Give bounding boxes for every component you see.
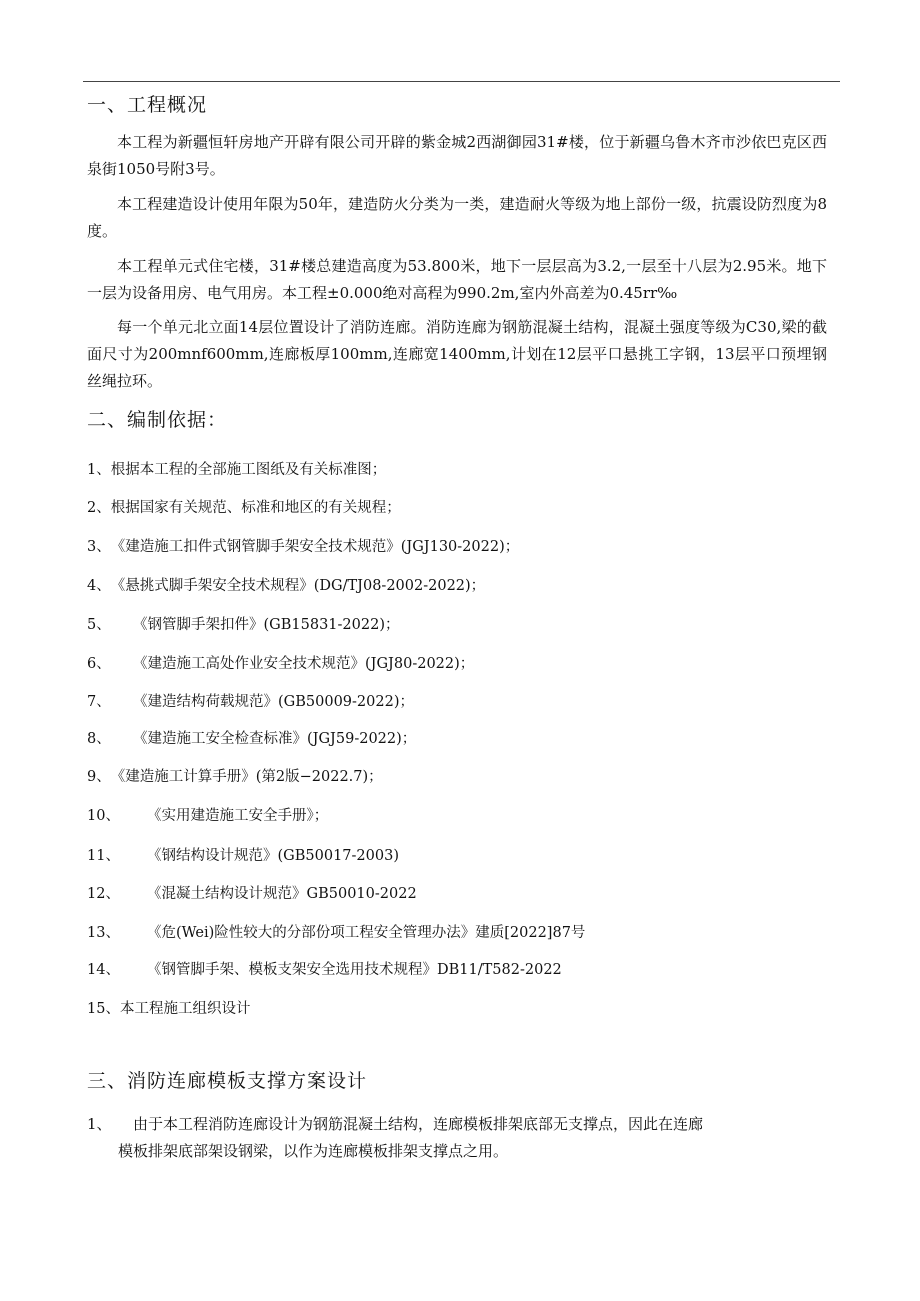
basis-item-6 <box>87 652 474 673</box>
item-number: 13、 <box>87 925 120 941</box>
item-text: 《建造施工安全检查标准》(JGJ59-2022)； <box>133 731 417 747</box>
item-text: 《悬挑式脚手架安全技术规程》(DG/TJ08-2002-2022)； <box>110 578 486 594</box>
basis-item-1 <box>87 458 386 479</box>
basis-item-13 <box>87 921 585 942</box>
scheme-item-1 <box>87 1111 703 1165</box>
item-number: 7、 <box>87 694 111 710</box>
item-number: 9、 <box>87 769 111 785</box>
item-number: 5、 <box>87 617 111 633</box>
basis-item-2 <box>87 496 401 517</box>
item-text: 《实用建造施工安全手册》； <box>147 808 329 824</box>
item-number: 1、 <box>87 462 111 478</box>
item-number: 15、 <box>87 1001 120 1017</box>
item-number: 12、 <box>87 886 120 902</box>
item-text: 《建造施工扣件式钢管脚手架安全技术规范》(JGJ130-2022)； <box>110 539 520 555</box>
item-text-line-1: 由于本工程消防连廊设计为钢筋混凝土结构，连廊模板排架底部无支撑点，因此在连廊 <box>133 1115 704 1133</box>
item-number: 6、 <box>87 656 111 672</box>
item-number: 2、 <box>87 500 111 516</box>
basis-item-14 <box>87 958 562 979</box>
overview-paragraph-4: 每一个单元北立面14层位置设计了消防连廊。消防连廊为钢筋混凝土结构，混凝土强度等级为C30,梁的截面尺寸为200mnf600mm,连廊板厚100mm,连廊宽1400mm,计划在12层平口悬挑工字钢，13层平口预埋钢丝绳拉环。 <box>87 318 827 390</box>
item-text: 《钢管脚手架扣件》(GB15831-2022)； <box>133 617 400 633</box>
basis-item-10 <box>87 804 328 825</box>
basis-item-15 <box>87 997 250 1018</box>
item-text: 《危(Wei)险性较大的分部份项工程安全管理办法》建质[2022]87号 <box>147 925 586 941</box>
item-text: 根据国家有关规范、标准和地区的有关规程； <box>110 500 401 516</box>
item-text-line-2: 模板排架底部架设钢梁，以作为连廊模板排架支撑点之用。 <box>118 1142 509 1160</box>
item-text: 《钢管脚手架、模板支架安全选用技术规程》DB11/T582-2022 <box>147 962 562 978</box>
overview-paragraph-3: 本工程单元式住宅楼，31#楼总建造高度为53.800米，地下一层层高为3.2,一层至十八层为2.95米。地下一层为设备用房、电气用房。本工程±0.000绝对高程为990.2m,室内外高差为0.45rr‰ <box>87 257 827 302</box>
overview-paragraph-2: 本工程建造设计使用年限为50年，建造防火分类为一类，建造耐火等级为地上部份一级，抗震设防烈度为8度。 <box>87 195 827 240</box>
item-number: 11、 <box>87 848 120 864</box>
basis-item-7 <box>87 690 414 711</box>
section-heading-scheme: 三、消防连廊模板支撑方案设计 <box>87 1070 368 1092</box>
item-number: 10、 <box>87 808 120 824</box>
item-text: 根据本工程的全部施工图纸及有关标准图； <box>110 462 387 478</box>
item-number: 14、 <box>87 962 120 978</box>
item-text: 《建造施工高处作业安全技术规范》(JGJ80-2022)； <box>133 656 475 672</box>
item-text: 《混凝土结构设计规范》GB50010-2022 <box>147 886 417 902</box>
item-text: 《建造施工计算手册》(第2版−2022.7)； <box>110 769 383 785</box>
basis-item-12 <box>87 882 417 903</box>
basis-item-11 <box>87 844 399 865</box>
basis-item-8 <box>87 727 416 748</box>
basis-item-9 <box>87 765 383 786</box>
header-rule <box>83 81 840 82</box>
overview-paragraph-1: 本工程为新疆恒轩房地产开辟有限公司开辟的紫金城2西湖御园31#楼，位于新疆乌鲁木齐市沙依巴克区西泉街1050号附3号。 <box>87 133 827 178</box>
basis-item-5 <box>87 613 399 634</box>
basis-item-4 <box>87 574 485 595</box>
item-number: 1、 <box>87 1115 112 1133</box>
item-number: 3、 <box>87 539 111 555</box>
item-text: 《建造结构荷载规范》(GB50009-2022)； <box>133 694 414 710</box>
section-heading-basis: 二、编制依据： <box>87 409 228 431</box>
item-number: 8、 <box>87 731 111 747</box>
item-number: 4、 <box>87 578 111 594</box>
basis-item-3 <box>87 535 519 556</box>
item-text: 《钢结构设计规范》(GB50017-2003) <box>147 848 399 864</box>
item-text: 本工程施工组织设计 <box>119 1001 251 1017</box>
section-heading-overview: 一、工程概况 <box>87 94 208 116</box>
